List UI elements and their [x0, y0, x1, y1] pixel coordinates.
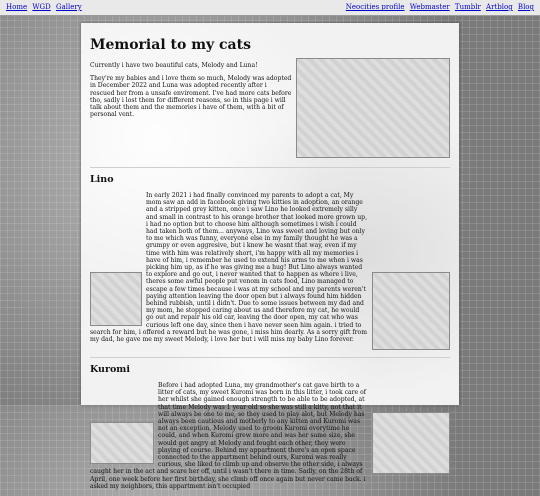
divider: [90, 357, 450, 358]
nav-link-tumblr[interactable]: Tumblr: [454, 3, 481, 11]
page-title: Memorial to my cats: [90, 37, 251, 53]
kuromi-story-text: Before i had adopted Luna, my grandmother's cat gave birth to a litter of cats, my sweet Kuromi was born in this litter, i took care of her whilst she gained enough strength to be able to be adopted, at that time Melody was 1 year old so she was still a kitty, not that it will always be one to me, so they used to play alot, but Melody has always been cautious and motherly to any kitten and Kuromi was not an exception, Melody used to groom Kuromi everytime he could, and when Kuromi grew more and was her same size, she would get angry at Melody and fought each other, they were playing of course. Behind my appartment there's an open space connected to the appartment behind ours, Kuromi was really curious, she liked to climb up and observe the other side, i always caught her in the act and scare her off, until i wasn't there in time. Sadly, on the 28th of April, one week before her first birthday, she climb off once again but never came back. i asked my neighbors, this appartment isn't occupied: [90, 382, 366, 490]
about-text: They're my babies and i love them so much, Melody was adopted in December 2022 and Luna was adopted recently after i rescued her from a unsafe enviroment. I've had more cats before tho, sadly i lost them for different reasons, so in this page i will talk about them and the memories i have of them, with a bit of personal vent.: [90, 75, 292, 119]
page-content: [90, 33, 450, 496]
nav-link-blog[interactable]: Blog: [517, 3, 534, 11]
kuromi-photo-right: [372, 412, 450, 474]
nav-link-neocities-profile[interactable]: Neocities profile: [345, 3, 405, 11]
divider: [90, 167, 450, 168]
nav-link-home[interactable]: Home: [6, 3, 28, 11]
lino-photo-left: [90, 272, 142, 326]
nav-link-wgd[interactable]: WGD: [32, 3, 51, 11]
nav-left-links: [6, 0, 85, 15]
nav-link-artblog[interactable]: Artblog: [486, 3, 513, 11]
nav-link-gallery[interactable]: Gallery: [55, 3, 82, 11]
lino-story-text: In early 2021 i had finally convinced my parents to adopt a cat, My mom saw an add in facebook giving two kitties in adoption, an orange and a stripped grey kitten, once i saw Lino he looked extremely silly and small in contrast to his orange brother that looked more grown up, i had no option but to choose him although sometimes i wish i could had taken both of them... anyways, Lino was sweet and loving but only to me which was funny, everyone else in my family thought he was a grumpy or even aggresive, but i knew he wasnt that way, even if my time with him was relatively short, i'm happy with all my memories i have of him, i remember he used to extend his arms to me when i was picking him up, as if he was giving me a hug! But Lino always wanted to explore and go out, i never wanted that to happen as where i live, theres some awful people put venom in cats food, Lino managed to escape a few times because i was at my school and my parents weren't paying attention leaving the door open but i always found him hidden behind rubbish, until i didn't. Due to some issues between my dad and my mom, he stopped caring about us and therefore my cat, he would go out and repair his old car, leaving the door open, my cat who was curious left one day, since then i have never seen him again. i tried to search for him, i offered a reward but he was gone, i miss him dearly. As a sorry gift from my dad, he gave me my sweet Melody, i love her but i will miss my baby Lino forever.: [90, 192, 368, 344]
kuromi-photo-left: [90, 422, 154, 464]
nav-link-webmaster[interactable]: Webmaster: [409, 3, 450, 11]
nav-right-links: [343, 0, 534, 15]
intro-text: Currently i have two beautiful cats, Melody and Luna!: [90, 62, 258, 69]
top-navigation-bar: [0, 0, 540, 16]
section-heading-kuromi: Kuromi: [90, 364, 130, 375]
section-heading-lino: Lino: [90, 174, 114, 185]
cats-photo: [296, 58, 450, 158]
memorial-page: [81, 23, 459, 490]
lino-photo-right: [372, 272, 450, 350]
